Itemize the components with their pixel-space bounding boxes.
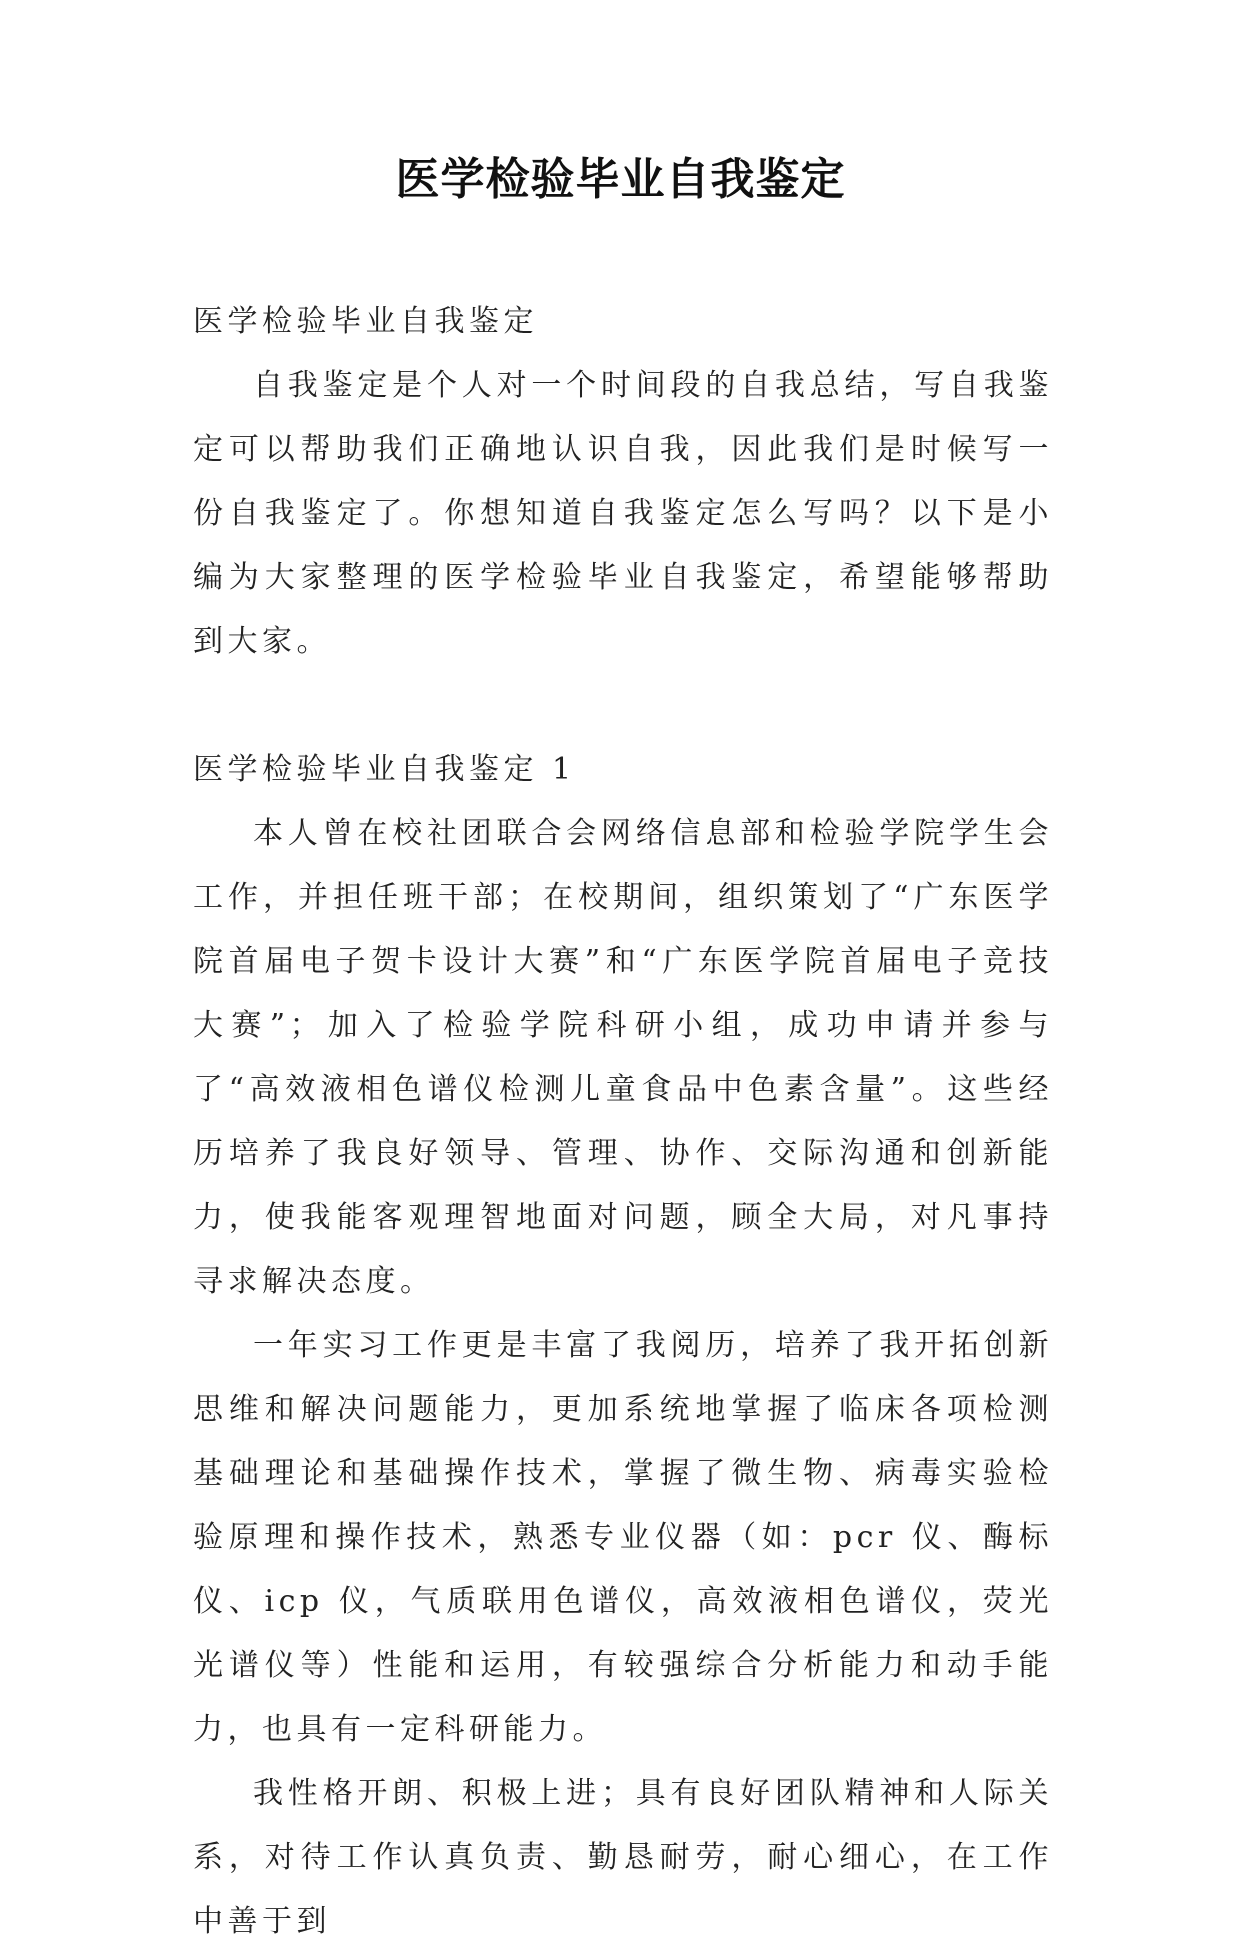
- section-paragraph: 一年实习工作更是丰富了我阅历，培养了我开拓创新思维和解决问题能力，更加系统地掌握了临床各项检测基础理论和基础操作技术，掌握了微生物、病毒实验检验原理和操作技术，熟悉专业仪器（如：pcr 仪、酶标仪、icp 仪，气质联用色谱仪，高效液相色谱仪，荧光光谱仪等）性能和运用，有较强综合分析能力和动手能力，也具有一定科研能力。: [193, 1328, 1053, 1747]
- document-body: [193, 290, 1053, 1954]
- document-subtitle: 医学检验毕业自我鉴定: [193, 304, 538, 339]
- paragraph-spacer: [193, 674, 1053, 738]
- intro-paragraph: 自我鉴定是个人对一个时间段的自我总结，写自我鉴定可以帮助我们正确地认识自我，因此我们是时候写一份自我鉴定了。你想知道自我鉴定怎么写吗？以下是小编为大家整理的医学检验毕业自我鉴定，希望能够帮助到大家。: [193, 368, 1053, 659]
- section-paragraph: 本人曾在校社团联合会网络信息部和检验学院学生会工作，并担任班干部；在校期间，组织策划了“广东医学院首届电子贺卡设计大赛”和“广东医学院首届电子竞技大赛”；加入了检验学院科研小组，成功申请并参与了“高效液相色谱仪检测儿童食品中色素含量”。这些经历培养了我良好领导、管理、协作、交际沟通和创新能力，使我能客观理智地面对问题，顾全大局，对凡事持寻求解决态度。: [193, 816, 1053, 1299]
- section-paragraph: 我性格开朗、积极上进；具有良好团队精神和人际关系，对待工作认真负责、勤恳耐劳，耐心细心，在工作中善于到: [193, 1776, 1053, 1939]
- section-heading: 医学检验毕业自我鉴定 1: [193, 752, 576, 787]
- document-title: 医学检验毕业自我鉴定: [395, 154, 846, 205]
